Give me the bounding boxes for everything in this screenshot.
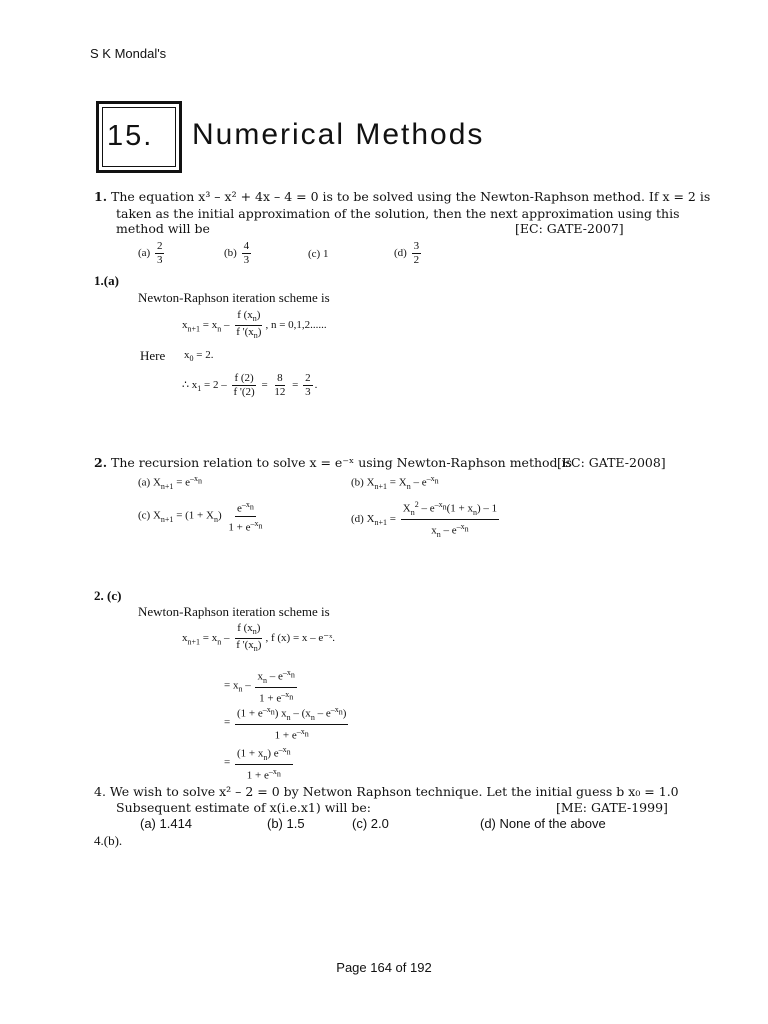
- fraction: $\frac{e^{-x_n}}{1 + e^{-x_n}}$: [228, 500, 263, 534]
- question-text: The recursion relation to solve x = e⁻ˣ using Newton-Raphson method is: [111, 455, 572, 470]
- initial-value: $x_0 = 2$.: [184, 349, 214, 364]
- option-b: (b) 1.5: [267, 816, 305, 831]
- answer-text: Newton-Raphson iteration scheme is: [138, 290, 330, 305]
- newton-raphson-formula: $x_{n+1} = x_n$ – $\frac{f (x_n)}{f '(x_n)}$ , f (x) = x – e⁻ˣ.: [182, 622, 336, 654]
- fraction: $\frac{f (2)}{f '(2)}$: [233, 372, 255, 398]
- option-a: [138, 240, 166, 267]
- question-text: taken as the initial approximation of the solution, then the next approximation using this: [116, 206, 680, 221]
- answer-label: 2. (c): [94, 588, 122, 603]
- fraction: $\frac{3}{2}$: [413, 240, 420, 266]
- question-1: [94, 189, 710, 205]
- question-text: Subsequent estimate of x(i.e.x1) will be:: [116, 800, 371, 815]
- option-c: [308, 248, 328, 260]
- option-value: 1: [322, 248, 329, 260]
- answer-text: Newton-Raphson iteration scheme is: [138, 604, 330, 619]
- fraction: $\frac{X_n^2 - e^{-x_n}(1 + x_n) - 1}{x_n - e^{-x_n}}$: [402, 500, 498, 539]
- option-a: (a) $X_{n+1} = e^{-x_n}$: [138, 474, 203, 491]
- chapter-title: Numerical Methods: [192, 118, 485, 151]
- option-b: [224, 240, 253, 267]
- option-label: (c): [138, 509, 151, 522]
- fraction: $\frac{2}{3}$: [305, 372, 311, 398]
- option-d: [394, 240, 423, 267]
- fraction: $\frac{(1 + x_n) e^{-x_n}}{1 + e^{-x_n}}$: [236, 745, 291, 782]
- option-d: (d) None of the above: [480, 816, 606, 831]
- option-label: (a): [138, 247, 151, 260]
- chapter-number-box: [96, 101, 182, 173]
- option-label: (b): [351, 476, 364, 489]
- question-2: [94, 455, 572, 471]
- option-a: (a) 1.414: [140, 816, 193, 831]
- option-label: (d): [394, 247, 407, 260]
- fraction: $\frac{2}{3}$: [156, 240, 163, 266]
- exam-source: [EC: GATE-2007]: [515, 221, 624, 236]
- option-c: (c) $X_{n+1} = (1 + X_n)$ $\frac{e^{-x_n}}{1 + e^{-x_n}}$: [138, 500, 263, 534]
- page-number: Page 164 of 192: [336, 960, 432, 975]
- question-number: 1.: [94, 189, 108, 204]
- fraction: $\frac{(1 + e^{-x_n}) x_n - (x_n - e^{-x_n})}{1 + e^{-x_n}}$: [236, 705, 347, 742]
- chapter-number: 15.: [107, 120, 154, 152]
- derivation-step: = $\frac{(1 + x_n) e^{-x_n}}{1 + e^{-x_n}}$: [224, 745, 291, 782]
- option-label: (a): [138, 476, 151, 489]
- option-label: (d): [351, 512, 364, 525]
- exam-source: [EC: GATE-2008]: [557, 455, 666, 470]
- running-header: S K Mondal's: [90, 46, 167, 61]
- fraction: $\frac{f (x_n)}{f '(x_n)}$: [236, 622, 262, 654]
- question-number: 2.: [94, 455, 108, 470]
- derivation-step: = $\frac{(1 + e^{-x_n}) x_n - (x_n - e^{-x_n})}{1 + e^{-x_n}}$: [224, 705, 347, 742]
- option-label: (b): [224, 247, 237, 260]
- derivation-step: = $x_n$ – $\frac{x_n - e^{-x_n}}{1 + e^{-x_n}}$: [224, 668, 295, 705]
- option-b: (b) $X_{n+1} = X_n - e^{-x_n}$: [351, 474, 439, 491]
- fraction: $\frac{8}{12}$: [274, 372, 286, 398]
- question-4: 4. We wish to solve x² – 2 = 0 by Netwon Raphson technique. Let the initial guess b x₀ = 1.0: [94, 784, 679, 799]
- option-c: (c) 2.0: [352, 816, 389, 831]
- here-label: Here: [140, 348, 166, 363]
- fraction: $\frac{4}{3}$: [243, 240, 250, 266]
- option-d: (d) $X_{n+1}$ = $\frac{X_n^2 - e^{-x_n}(1 + x_n) - 1}{x_n - e^{-x_n}}$: [351, 500, 498, 539]
- fraction: $\frac{x_n - e^{-x_n}}{1 + e^{-x_n}}$: [257, 668, 295, 705]
- exam-source: [ME: GATE-1999]: [556, 800, 668, 815]
- calculation: ∴ $x_1 = 2$ – $\frac{f (2)}{f '(2)}$ = $\frac{8}{12}$ = $\frac{2}{3}$ .: [182, 372, 318, 398]
- answer-label: 4.(b).: [94, 833, 123, 848]
- option-label: (c): [308, 248, 321, 260]
- newton-raphson-formula: $x_{n+1} = x_n$ – $\frac{f (x_n)}{f '(x_n)}$ , n = 0,1,2......: [182, 309, 327, 341]
- answer-label: 1.(a): [94, 273, 119, 288]
- fraction: $\frac{f (x_n)}{f '(x_n)}$: [236, 309, 262, 341]
- question-text: The equation x³ – x² + 4x – 4 = 0 is to be solved using the Newton-Raphson method. If x = 2 is: [111, 189, 711, 204]
- question-text: method will be: [116, 221, 210, 236]
